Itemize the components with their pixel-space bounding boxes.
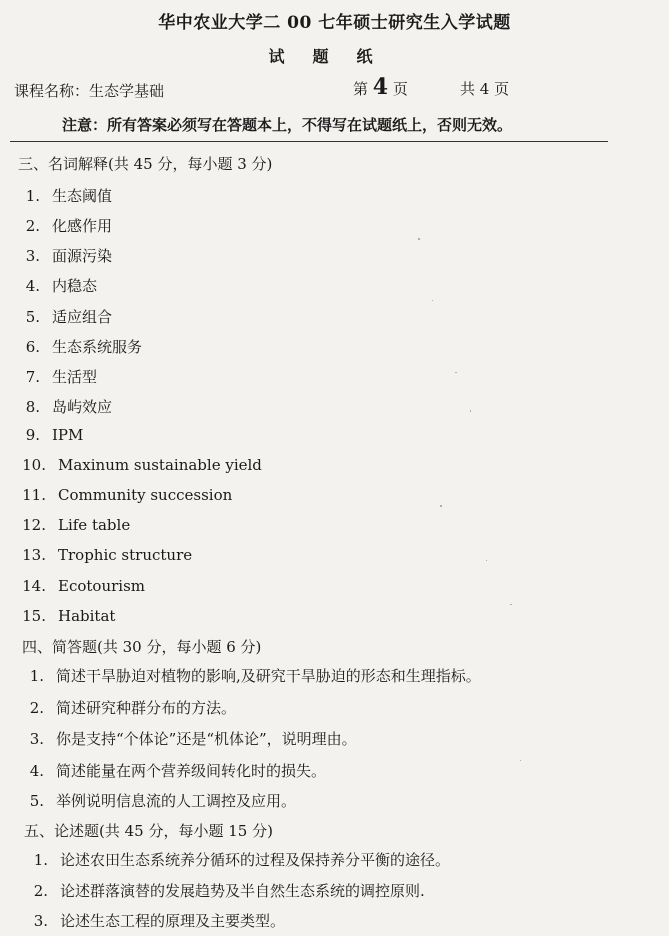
list-item: 10. Maxinum sustainable yield: [22, 456, 262, 474]
list-item: 1. 简述干旱胁迫对植物的影响,及研究干旱胁迫的形态和生理指标。: [29, 667, 481, 685]
list-item: 5. 适应组合: [25, 308, 113, 326]
list-item: 11. Community succession: [22, 486, 233, 504]
list-item: 7. 生活型: [25, 368, 98, 386]
course-name: 课程名称：生态学基础: [14, 82, 165, 100]
list-item: 1. 论述农田生态系统养分循环的过程及保持养分平衡的途径。: [33, 851, 451, 869]
list-item: 9. IPM: [25, 426, 84, 444]
total-pages: 共 4 页: [460, 80, 510, 98]
page-suffix: 页: [392, 80, 408, 98]
list-item: 5. 举例说明信息流的人工调控及应用。: [29, 792, 297, 810]
page-prefix: 第: [353, 80, 369, 98]
list-item: 3. 论述生态工程的原理及主要类型。: [33, 912, 286, 930]
list-item: 6. 生态系统服务: [25, 338, 143, 356]
section-4-heading: 四、简答题(共 30 分，每小题 6 分): [22, 638, 262, 656]
list-item: 4. 内稳态: [25, 277, 98, 295]
exam-title: 华中农业大学二 00 七年硕士研究生入学试题: [158, 13, 511, 33]
section-5-heading: 五、论述题(共 45 分，每小题 15 分): [24, 822, 273, 840]
list-item: 2. 化感作用: [25, 217, 113, 235]
exam-subtitle: 试题纸: [268, 47, 401, 66]
list-item: 2. 论述群落演替的发展趋势及半自然生态系统的调控原则.: [33, 882, 425, 900]
list-item: 3. 你是支持“个体论”还是“机体论”，说明理由。: [29, 730, 357, 748]
list-item: 4. 简述能量在两个营养级间转化时的损失。: [29, 762, 327, 780]
list-item: 15. Habitat: [22, 607, 116, 625]
list-item: 13. Trophic structure: [22, 546, 193, 564]
list-item: 2. 简述研究种群分布的方法。: [29, 699, 237, 717]
list-item: 1. 生态阈值: [25, 187, 113, 205]
list-item: 12. Life table: [22, 516, 131, 534]
section-3-heading: 三、名词解释(共 45 分，每小题 3 分): [18, 155, 273, 173]
list-item: 3. 面源污染: [25, 247, 113, 265]
page-number-value: 4: [372, 74, 389, 100]
list-item: 14. Ecotourism: [22, 577, 145, 595]
list-item: 8. 岛屿效应: [25, 398, 113, 416]
exam-notice: 注意：所有答案必须写在答题本上，不得写在试题纸上，否则无效。: [62, 116, 513, 134]
header-divider: [10, 141, 608, 142]
page-number: [353, 74, 408, 100]
